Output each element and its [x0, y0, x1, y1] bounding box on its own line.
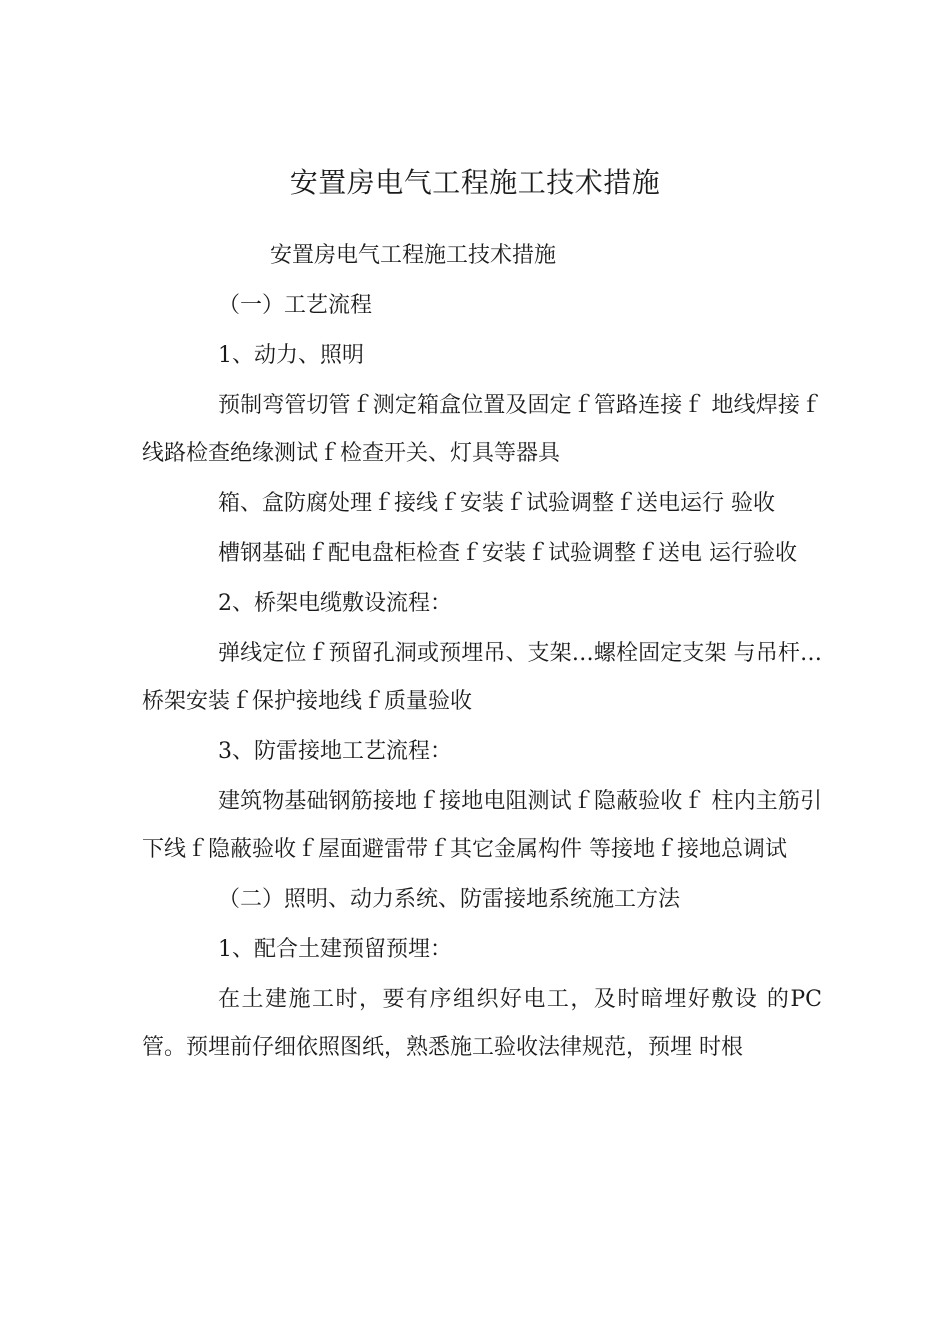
paragraph: 预制弯管切管ｆ测定箱盒位置及固定ｆ管路连接ｆ 地线焊接ｆ线路检查绝缘测试ｆ检查开关、灯具等器具 [142, 393, 822, 466]
paragraph: 弹线定位ｆ预留孔洞或预埋吊、支架…螺栓固定支架 与吊杆…桥架安装ｆ保护接地线ｆ质量验收 [142, 641, 822, 714]
paragraph-subtitle: 安置房电气工程施工技术措施 [270, 243, 557, 268]
document-body [142, 232, 822, 1074]
paragraph: 槽钢基础ｆ配电盘柜检查ｆ安装ｆ试验调整ｆ送电 运行验收 [218, 541, 797, 566]
paragraph: 建筑物基础钢筋接地ｆ接地电阻测试ｆ隐蔽验收ｆ 柱内主筋引下线ｆ隐蔽验收ｆ屋面避雷带ｆ其它金属构件 等接地ｆ接地总调试 [142, 789, 822, 862]
paragraph-item-heading: 3、防雷接地工艺流程： [218, 739, 452, 764]
paragraph-section-heading: （一）工艺流程 [218, 293, 373, 318]
paragraph-section-heading: （二）照明、动力系统、防雷接地系统施工方法 [218, 887, 681, 912]
document-title: 安置房电气工程施工技术措施 [289, 166, 661, 199]
paragraph: 在土建施工时，要有序组织好电工，及时暗埋好敷设 的PC管。预埋前仔细依照图纸，熟悉施工验收法律规范，预埋 时根 [142, 987, 822, 1060]
paragraph: 箱、盒防腐处理ｆ接线ｆ安装ｆ试验调整ｆ送电运行 验收 [218, 491, 775, 516]
paragraph-item-heading: 1、配合土建预留预埋： [218, 937, 452, 962]
paragraph-item-heading: 2、桥架电缆敷设流程： [218, 591, 452, 616]
paragraph-item-heading: 1、动力、照明 [218, 343, 364, 368]
